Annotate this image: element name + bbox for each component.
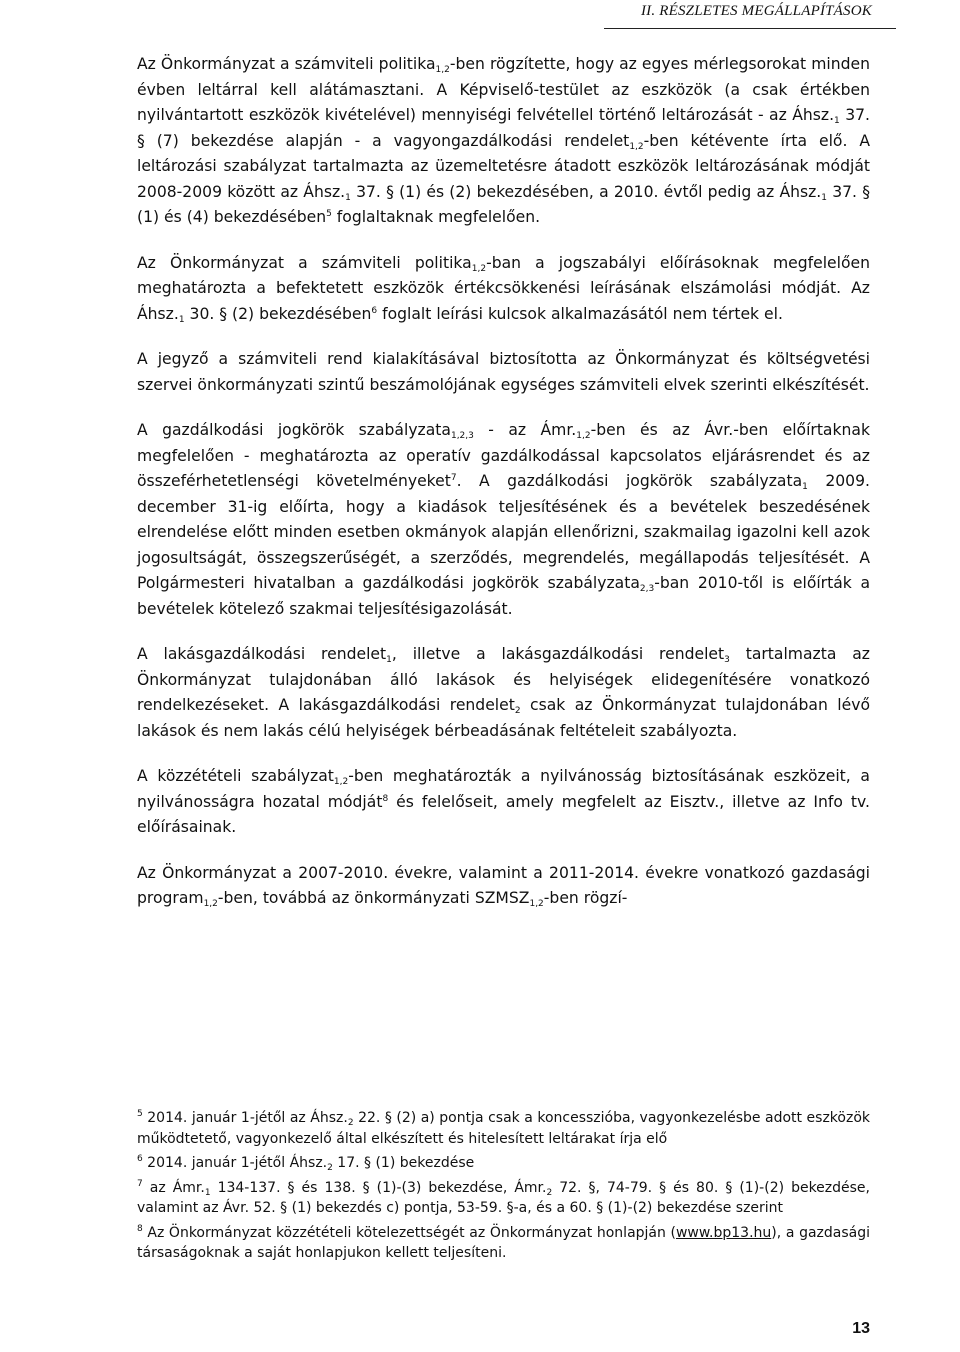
footnote-ref-7: 7 [450,473,457,483]
footnote-ref-8: 8 [382,793,389,804]
footnotes [137,1108,870,1268]
footnote-8: $^8$ Az Önkormányzat közzétételi kötelezettségét az Önkormányzat honlapján (www.bp13.hu), a gazdasági társaságoknak a saját honlapjukon kellett teljesíteni. [137,1223,870,1261]
paragraph-publication: A közzétételi szabályzat$_{1,2}$-ben meghatározták a nyilvánosság biztosításának eszközeit, a nyilvánosságra hozatal módját$^8$ és felelőseit, amely megfelelt az Eisztv., illetve az Info tv. előírásainak. [137,767,870,836]
paragraph-inventory: Az Önkormányzat a számviteli politika$_{1,2}$-ben rögzítette, hogy az egyes mérlegsorokat minden évben leltárral kell alátámasztani. A Képviselő-testület az eszközök (a csak értékben nyilvántartott eszközök kivételével) mennyiségi felvétellel történő leltározását - az $Áhsz._1$ 37. § (7) bekezdése alapján - a vagyongazdálkodási rendelet$_{1,2}$-ben kétévente írta elő. A leltározási szabályzat tartalmazta az üzemeltetésre átadott eszközök leltározásának módját 2008-2009 között az $Áhsz._1$ 37. § (1) és (2) bekezdésében, a 2010. évtől pedig az $Áhsz._1$ 37. § (1) és (4) bekezdésében$^5$ foglaltaknak megfelelően. [137,55,870,226]
paragraph-economic-program: Az Önkormányzat a 2007-2010. évekre, valamint a 2011-2014. évekre vonatkozó gazdasági program$_{1,2}$-ben, továbbá az önkormányzati $SZMSZ_{1,2}$-ben rögzí- [137,863,870,909]
website-link[interactable]: www.bp13.hu [675,1224,772,1241]
section-title: II. RÉSZLETES MEGÁLLAPÍTÁSOK [640,3,872,19]
paragraph-housing: A lakásgazdálkodási rendelet$_1$, illetve a lakásgazdálkodási rendelet$_3$ tartalmazta az Önkormányzat tulajdonában álló lakások és helyiségek elidegenítésére vonatkozó rendelkezéseket. A lakásgazdálkodási rendelet$_2$ csak az Önkormányzat tulajdonában lévő lakások és nem lakás célú helyiségek bérbeadásának feltételeit szabályozta. [137,645,870,740]
footnote-ref-6: 6 [371,305,378,316]
paragraph-depreciation: Az Önkormányzat a számviteli politika$_{1,2}$-ban a jogszabályi előírásoknak megfelelően meghatározta a befektetett eszközök értékcsökkenési leírásának elszámolási módját. Az $Áhsz._1$ 30. § (2) bekezdésében$^6$ foglalt leírási kulcsok alkalmazásától nem tértek el. [137,253,870,325]
footnote-5: $^5$ 2014. január 1-jétől az $Áhsz._2$ 22. § (2) a) pontja csak a koncesszióba, vagyonkezelésbe adott eszközök működtetető, vagyonkezelő által elkészített és hitelesített leltárakat írja elő [137,1109,870,1147]
paragraph-notary: A jegyző a számviteli rend kialakításával biztosította az Önkormányzat és költségvetési szervei önkormányzati szintű beszámolójának egységes számviteli elvek szerinti elkészítését. [137,350,870,394]
main-text [137,52,870,932]
paragraph-management-authority: A gazdálkodási jogkörök szabályzata$_{1,2,3}$ - az $Ámr._{1,2}$-ben és az Ávr.-ben előírtaknak megfelelően - meghatározta az operatív gazdálkodással kapcsolatos eljárásrendet és az összeférhetetlenségi követelményeket$^7$. A gazdálkodási jogkörök szabályzata$_1$ 2009. december 31-ig előírta, hogy a kiadások teljesítésének és a bevételek beszedésének elrendelése előtt minden esetben okmányok alapján ellenőrizni, szakmailag igazolni kell azok jogosultságát, összegszerűségét, a szerződés, megrendelés, megállapodás teljesítését. A Polgármesteri hivatalban a gazdálkodási jogkörök szabályzata$_{2,3}$-ban 2010-től is előírták a bevételek kötelező szakmai teljesítésigazolását. [137,421,871,618]
page-number: 13 [852,1320,870,1337]
footnote-6: $^6$ 2014. január 1-jétől $Áhsz._2$ 17. § (1) bekezdése [137,1154,475,1173]
footnote-ref-5: 5 [326,209,332,219]
footnote-7: $^7$ az $Ámr._1$ 134-137. § és 138. § (1)-(3) bekezdése, $Ámr._2$ 72. §, 74-79. § és 80. § (1)-(2) bekezdése, valamint az Ávr. 52. § (1) bekezdés c) pontja, 53-59. §-a, és a 60. § (1)-(2) bekezdése szerint [137,1178,870,1216]
header-rule [604,28,896,29]
page-header [0,0,960,36]
